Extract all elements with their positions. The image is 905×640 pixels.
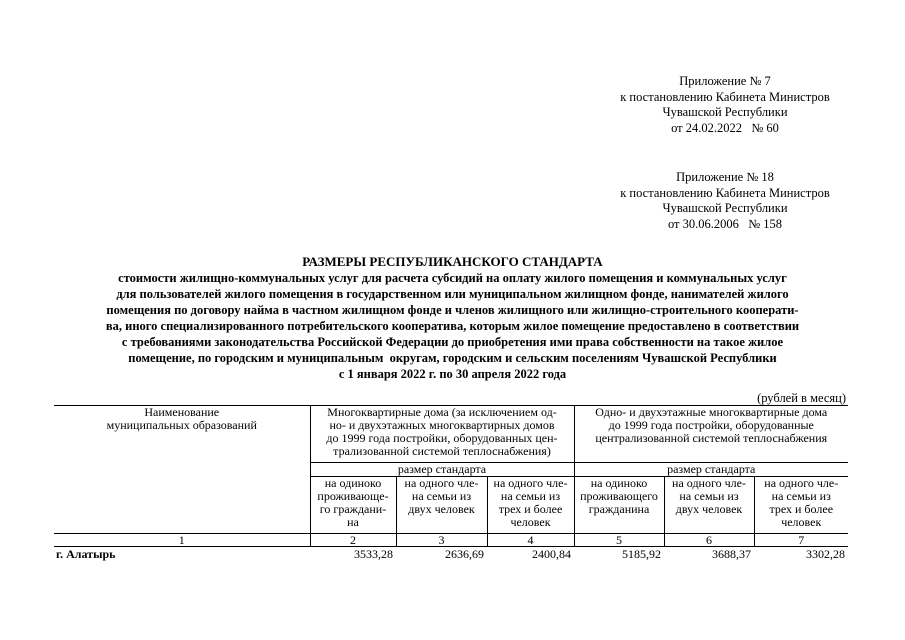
appendix-18-reference: к постановлению Кабинета Министров: [620, 185, 830, 200]
standards-table: [54, 405, 848, 561]
title-line: для пользователей жилого помещения в государственном или муниципальном жилищном фонде, нанимателей жилого: [116, 287, 789, 301]
group2-header-line: Одно- и двухэтажные многоквартирные дома: [595, 405, 828, 419]
value-cell: 2400,84: [532, 547, 571, 561]
column-number: 1: [54, 534, 310, 547]
document-title: [40, 254, 865, 382]
title-line: стоимости жилищно-коммунальных услуг для расчета субсидий на оплату жилого помещения и коммунальных услуг: [118, 271, 787, 285]
appendix-7-number: Приложение № 7: [679, 74, 771, 88]
title-line: с требованиями законодательства Российской Федерации до приобретения ими права собственности на такое жилое: [121, 335, 784, 349]
column-number: 3: [396, 534, 487, 547]
group2-header-line: централизованной системой теплоснабжения: [595, 431, 828, 445]
value-cell: 5185,92: [622, 547, 661, 561]
sub-header-line: двух человек: [675, 502, 743, 516]
appendix-18-number: Приложение № 18: [676, 170, 774, 184]
sub-header-line: на одиноко: [324, 476, 382, 490]
sub-header-two-1: [396, 477, 487, 534]
group2-header: [574, 406, 848, 463]
sub-header-line: на семьи из: [771, 489, 831, 503]
table-header-row: [54, 406, 848, 463]
appendix-7-republic: Чувашской Республики: [662, 105, 788, 119]
unit-note: (рублей в месяц): [757, 391, 846, 405]
value-cell: 3688,37: [712, 547, 751, 561]
appendix-7-block: [600, 74, 850, 136]
value-cell: 3533,28: [354, 547, 393, 561]
title-heading: РАЗМЕРЫ РЕСПУБЛИКАНСКОГО СТАНДАРТА: [302, 254, 603, 269]
group1-standard-size: размер стандарта: [310, 463, 574, 477]
column-number: 2: [310, 534, 396, 547]
sub-header-line: проживающего: [580, 489, 658, 503]
sub-header-line: трех и более: [769, 502, 834, 516]
sub-header-line: на семьи из: [500, 489, 561, 503]
column-numbers-row: [54, 534, 848, 547]
appendix-18-block: [600, 170, 850, 232]
sub-header-two-2: [664, 477, 754, 534]
group2-header-line: до 1999 года постройки, оборудованные: [608, 418, 814, 432]
sub-header-line: гражданина: [588, 502, 650, 516]
group1-header-line: но- и двухэтажных многоквартирных домов: [329, 418, 555, 432]
group1-header: [310, 406, 574, 463]
appendix-18-date: от 30.06.2006 № 158: [667, 216, 783, 231]
municipality-header-line: Наименование: [144, 405, 220, 419]
column-number: 6: [664, 534, 754, 547]
municipality-name: г. Алатырь: [56, 547, 116, 561]
municipality-header: [54, 406, 310, 534]
title-line: помещение, по городским и муниципальным округам, городским и сельским поселениям Чувашской Республики: [128, 351, 777, 365]
sub-header-line: на одного чле-: [764, 476, 839, 490]
column-number: 4: [487, 534, 574, 547]
group1-header-line: до 1999 года постройки, оборудованных цен-: [326, 431, 558, 445]
value-cell: 2636,69: [445, 547, 484, 561]
appendix-18-republic: Чувашской Республики: [662, 201, 788, 215]
sub-header-line: на одного чле-: [672, 476, 746, 490]
value-cell: 3302,28: [806, 547, 845, 561]
sub-header-line: двух человек: [408, 502, 475, 516]
sub-header-line: человек: [781, 515, 822, 529]
column-number: 5: [574, 534, 664, 547]
title-line: помещения по договору найма в частном жилищном фонде и членов жилищного или жилищно-строительного кооперати-: [106, 303, 799, 317]
group1-header-line: Многоквартирные дома (за исключением од-: [327, 405, 557, 419]
sub-header-three-2: [754, 477, 848, 534]
sub-header-line: на одного чле-: [404, 476, 479, 490]
appendix-7-date: от 24.02.2022 № 60: [671, 120, 779, 135]
group2-standard-size: размер стандарта: [574, 463, 848, 477]
appendix-7-reference: к постановлению Кабинета Министров: [620, 89, 830, 104]
sub-header-line: на одиноко: [590, 476, 648, 490]
sub-header-line: го граждани-: [319, 502, 387, 516]
sub-header-line: на: [347, 515, 359, 529]
sub-header-line: трех и более: [498, 502, 563, 516]
table-row: [54, 547, 848, 562]
sub-header-line: на семьи из: [679, 489, 739, 503]
sub-header-three-1: [487, 477, 574, 534]
title-line: ва, иного специализированного потребительского кооператива, которым жилое помещение предоставлено в соответствии: [105, 319, 800, 333]
title-line: с 1 января 2022 г. по 30 апреля 2022 года: [338, 367, 567, 381]
municipality-header-line: муниципальных образований: [106, 418, 257, 432]
column-number: 7: [754, 534, 848, 547]
sub-header-line: на семьи из: [411, 489, 472, 503]
sub-header-single-1: [310, 477, 396, 534]
group1-header-line: трализованной системой теплоснабжения): [333, 444, 551, 458]
sub-header-single-2: [574, 477, 664, 534]
sub-header-line: проживающе-: [317, 489, 389, 503]
sub-header-line: человек: [510, 515, 551, 529]
sub-header-line: на одного чле-: [493, 476, 568, 490]
